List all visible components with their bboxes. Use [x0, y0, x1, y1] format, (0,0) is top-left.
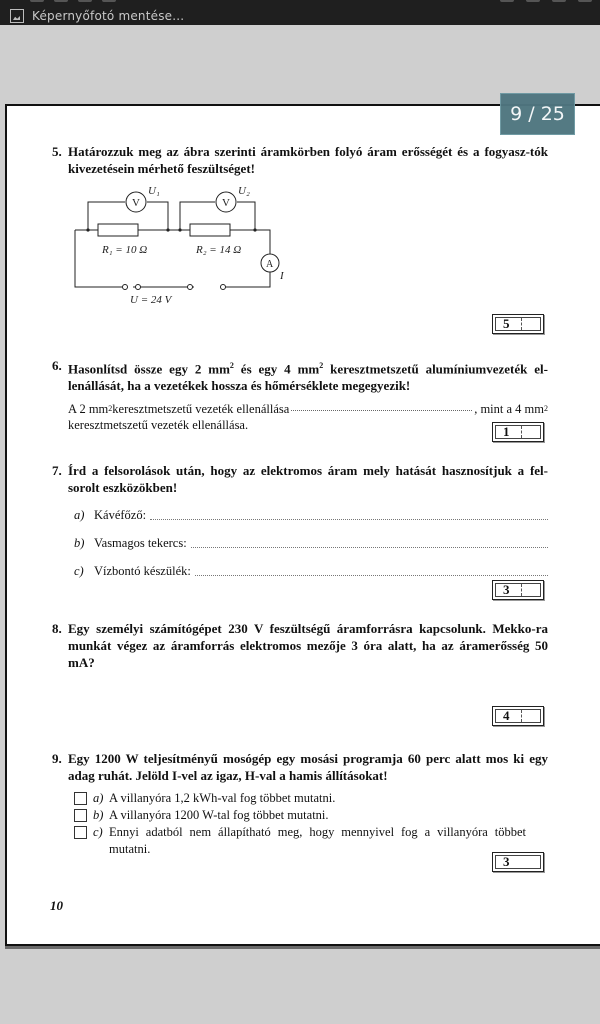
question-number: 8. — [52, 621, 62, 636]
question-number: 5. — [52, 144, 62, 159]
voltmeter-1-glyph: V — [132, 197, 140, 209]
points: 1 — [503, 424, 510, 439]
question-number: 7. — [52, 463, 62, 478]
question-6 — [52, 357, 548, 433]
answer-blank[interactable] — [291, 401, 472, 411]
points: 3 — [503, 854, 510, 869]
question-9 — [52, 750, 548, 858]
page-number: 10 — [50, 898, 63, 913]
option-a: a) A villanyóra 1,2 kWh-val fog többet mutatni. — [74, 790, 548, 807]
question-title: Egy 1200 W teljesítményű mosógép egy mosási programja 60 perc alatt mos ki egy adag ruhát. Jelöld I-vel az igaz, H-val a hamis állításokat! — [68, 751, 548, 783]
battery-icon — [552, 0, 566, 2]
sub-item-b: b) Vasmagos tekercs: — [74, 535, 548, 552]
status-icon — [30, 0, 44, 2]
r1-label: R₁ = 10 Ω — [102, 244, 148, 256]
checkbox[interactable] — [74, 792, 87, 805]
r2-label: R₂ = 14 Ω — [196, 244, 242, 256]
points: 3 — [503, 582, 510, 597]
answer-blank[interactable] — [191, 535, 548, 548]
status-icon — [78, 0, 92, 2]
screenshot-icon — [10, 9, 24, 23]
score-box-q5 — [492, 314, 544, 334]
checkbox[interactable] — [74, 826, 87, 839]
u1-label: U₁ — [148, 185, 160, 197]
score-box-q9 — [492, 852, 544, 872]
status-bar — [0, 0, 600, 25]
status-icon — [102, 0, 116, 2]
screenshot-notification[interactable] — [10, 9, 184, 23]
question-title: Egy személyi számítógépet 230 V feszültségű áramforrásra kapcsolunk. Mekko-ra munkát végez az áramforrás elektromos mezője 3 óra alatt, ha az áramerősség 50 mA? — [68, 621, 548, 670]
alarm-icon — [500, 0, 514, 2]
status-icon — [54, 0, 68, 2]
answer-blank[interactable] — [150, 507, 548, 520]
status-icons-left — [30, 0, 116, 2]
clock-icon — [578, 0, 592, 2]
sub-item-a: a) Kávéfőző: — [74, 507, 548, 524]
question-title: Írd a felsorolások után, hogy az elektromos áram mely hatását hasznosítjuk a fel-sorolt eszközökben! — [68, 463, 548, 495]
circuit-diagram — [70, 182, 295, 307]
sub-item-c: c) Vízbontó készülék: — [74, 563, 548, 580]
question-title: Hasonlítsd össze egy 2 $mm^2$ és egy 4 $mm^2$ keresztmetszetű alumíniumvezeték el-lenállását, ha a vezetékek hossza és hőmérséklete megegyezik! — [68, 361, 548, 394]
status-icons-right — [500, 0, 592, 2]
question-title: Határozzuk meg az ábra szerinti áramkörben folyó áram erősségét és a fogyasz-tók kivezetésein mérhető feszültséget! — [68, 144, 548, 176]
option-c: c) Ennyi adatból nem állapítható meg, hogy mennyivel fog a villanyóra többet mutatni. — [74, 824, 526, 858]
ammeter-glyph: A — [266, 259, 274, 270]
question-number: 6. — [52, 358, 62, 373]
u2-label: U₂ — [238, 185, 250, 197]
answer-blank[interactable] — [195, 563, 548, 576]
question-5 — [52, 143, 548, 177]
signal-icon — [526, 0, 540, 2]
option-b: b) A villanyóra 1200 W-tal fog többet mutatni. — [74, 807, 548, 824]
question-number: 9. — [52, 751, 62, 766]
points: 4 — [503, 708, 510, 723]
current-label: I — [280, 270, 284, 282]
answer-line: A 2 mm 2 keresztmetszetű vezeték ellenállása , mint a 4 mm 2 — [68, 402, 548, 417]
score-box-q8 — [492, 706, 544, 726]
question-7 — [52, 462, 548, 580]
page-counter: 9 / 25 — [500, 93, 575, 135]
checkbox[interactable] — [74, 809, 87, 822]
score-box-q6 — [492, 422, 544, 442]
notification-text: Képernyőfotó mentése... — [32, 9, 185, 23]
score-box-q7 — [492, 580, 544, 600]
source-voltage-label: U = 24 V — [130, 294, 172, 306]
answer-line-continued: keresztmetszetű vezeték ellenállása. — [68, 418, 249, 433]
voltmeter-2-glyph: V — [222, 197, 230, 209]
points: 5 — [503, 316, 510, 331]
question-8 — [52, 620, 548, 671]
